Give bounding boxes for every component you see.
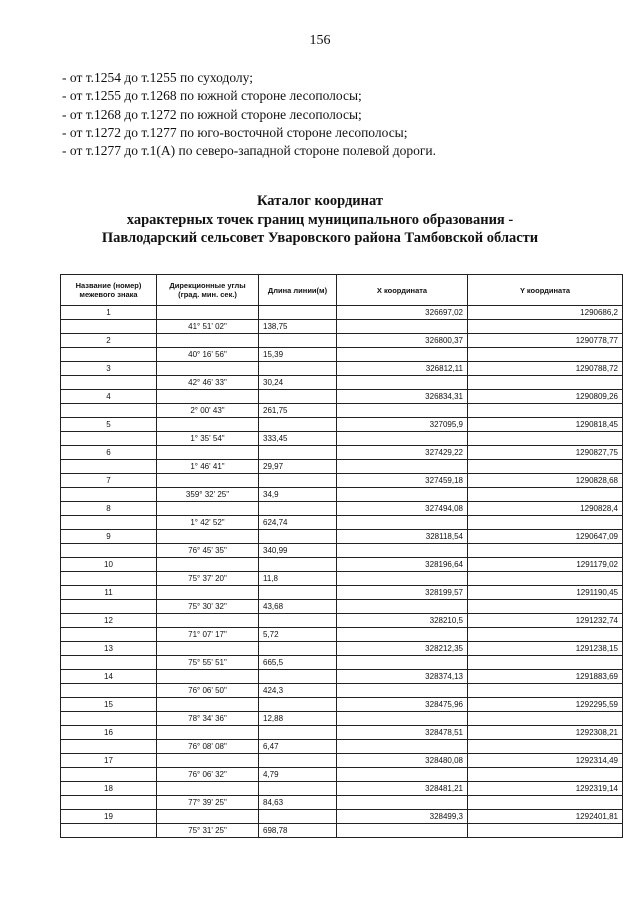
direction-angle-cell: 41° 51' 02"	[157, 320, 259, 334]
point-row	[61, 390, 623, 404]
line-length-cell: 11,8	[259, 572, 337, 586]
direction-angle-cell: 78° 34' 36"	[157, 712, 259, 726]
empty-cell	[61, 404, 157, 418]
direction-angle-cell: 76° 45' 35"	[157, 544, 259, 558]
direction-angle-cell: 2° 00' 43"	[157, 404, 259, 418]
x-coordinate-cell: 327494,08	[337, 502, 468, 516]
segment-row	[61, 376, 623, 390]
point-row	[61, 474, 623, 488]
direction-angle-cell: 76° 06' 32"	[157, 768, 259, 782]
point-name-cell: 12	[61, 614, 157, 628]
point-row	[61, 698, 623, 712]
empty-cell	[468, 460, 623, 474]
line-length-cell: 4,79	[259, 768, 337, 782]
empty-cell	[61, 376, 157, 390]
point-name-cell: 4	[61, 390, 157, 404]
empty-cell	[337, 516, 468, 530]
line-length-cell: 29,97	[259, 460, 337, 474]
empty-cell	[337, 488, 468, 502]
y-coordinate-cell: 1291179,02	[468, 558, 623, 572]
line-length-cell: 6,47	[259, 740, 337, 754]
empty-cell	[61, 488, 157, 502]
x-coordinate-cell: 328475,96	[337, 698, 468, 712]
direction-angle-cell: 75° 31' 25"	[157, 824, 259, 838]
y-coordinate-cell: 1290828,4	[468, 502, 623, 516]
empty-cell	[61, 684, 157, 698]
route-description-list	[62, 69, 622, 160]
segment-row	[61, 572, 623, 586]
y-coordinate-cell: 1290647,09	[468, 530, 623, 544]
empty-cell	[259, 418, 337, 432]
segment-row	[61, 488, 623, 502]
header-point: Название (номер) межевого знака	[61, 275, 157, 306]
empty-cell	[157, 502, 259, 516]
x-coordinate-cell: 327429,22	[337, 446, 468, 460]
point-name-cell: 14	[61, 670, 157, 684]
header-length: Длина линии(м)	[259, 275, 337, 306]
x-coordinate-cell: 327095,9	[337, 418, 468, 432]
point-row	[61, 418, 623, 432]
empty-cell	[337, 600, 468, 614]
segment-row	[61, 824, 623, 838]
line-length-cell: 665,5	[259, 656, 337, 670]
line-length-cell: 15,39	[259, 348, 337, 362]
x-coordinate-cell: 328199,57	[337, 586, 468, 600]
empty-cell	[259, 642, 337, 656]
header-angle: Дирекционные углы (град. мин. сек.)	[157, 275, 259, 306]
direction-angle-cell: 359° 32' 25"	[157, 488, 259, 502]
empty-cell	[259, 586, 337, 600]
empty-cell	[157, 474, 259, 488]
empty-cell	[157, 390, 259, 404]
point-name-cell: 7	[61, 474, 157, 488]
segment-row	[61, 600, 623, 614]
y-coordinate-cell: 1292295,59	[468, 698, 623, 712]
direction-angle-cell: 1° 46' 41"	[157, 460, 259, 474]
y-coordinate-cell: 1292319,14	[468, 782, 623, 796]
x-coordinate-cell: 328196,64	[337, 558, 468, 572]
empty-cell	[337, 348, 468, 362]
empty-cell	[337, 824, 468, 838]
y-coordinate-cell: 1290809,26	[468, 390, 623, 404]
empty-cell	[157, 726, 259, 740]
x-coordinate-cell: 326800,37	[337, 334, 468, 348]
empty-cell	[61, 432, 157, 446]
x-coordinate-cell: 326834,31	[337, 390, 468, 404]
point-name-cell: 13	[61, 642, 157, 656]
segment-row	[61, 516, 623, 530]
direction-angle-cell: 1° 42' 52"	[157, 516, 259, 530]
segment-row	[61, 712, 623, 726]
direction-angle-cell: 40° 16' 56"	[157, 348, 259, 362]
segment-row	[61, 348, 623, 362]
empty-cell	[468, 656, 623, 670]
empty-cell	[468, 404, 623, 418]
empty-cell	[468, 628, 623, 642]
catalog-title-line: характерных точек границ муниципального образования -	[126, 211, 514, 228]
empty-cell	[337, 544, 468, 558]
x-coordinate-cell: 326812,11	[337, 362, 468, 376]
page-number: 156	[309, 33, 331, 48]
segment-row	[61, 656, 623, 670]
point-name-cell: 11	[61, 586, 157, 600]
empty-cell	[337, 656, 468, 670]
catalog-title-line: Павлодарский сельсовет Уваровского района Тамбовской области	[101, 230, 539, 246]
empty-cell	[468, 376, 623, 390]
empty-cell	[337, 712, 468, 726]
empty-cell	[259, 306, 337, 320]
line-length-cell: 261,75	[259, 404, 337, 418]
line-length-cell: 333,45	[259, 432, 337, 446]
point-name-cell: 10	[61, 558, 157, 572]
empty-cell	[61, 740, 157, 754]
empty-cell	[61, 516, 157, 530]
empty-cell	[259, 698, 337, 712]
empty-cell	[61, 348, 157, 362]
line-length-cell: 43,68	[259, 600, 337, 614]
empty-cell	[337, 376, 468, 390]
empty-cell	[157, 698, 259, 712]
segment-row	[61, 432, 623, 446]
empty-cell	[157, 670, 259, 684]
point-name-cell: 3	[61, 362, 157, 376]
point-row	[61, 446, 623, 460]
line-length-cell: 138,75	[259, 320, 337, 334]
x-coordinate-cell: 328499,3	[337, 810, 468, 824]
y-coordinate-cell: 1290827,75	[468, 446, 623, 460]
direction-angle-cell: 42° 46' 33"	[157, 376, 259, 390]
point-name-cell: 19	[61, 810, 157, 824]
empty-cell	[61, 544, 157, 558]
line-length-cell: 30,24	[259, 376, 337, 390]
empty-cell	[468, 796, 623, 810]
line-length-cell: 12,88	[259, 712, 337, 726]
line-length-cell: 34,9	[259, 488, 337, 502]
empty-cell	[61, 712, 157, 726]
segment-row	[61, 796, 623, 810]
coordinates-table	[60, 274, 623, 838]
line-length-cell: 698,78	[259, 824, 337, 838]
header-y: Y координата	[468, 275, 623, 306]
empty-cell	[61, 824, 157, 838]
y-coordinate-cell: 1290686,2	[468, 306, 623, 320]
point-row	[61, 614, 623, 628]
empty-cell	[157, 446, 259, 460]
point-name-cell: 18	[61, 782, 157, 796]
x-coordinate-cell: 328212,35	[337, 642, 468, 656]
empty-cell	[157, 530, 259, 544]
line-length-cell: 340,99	[259, 544, 337, 558]
empty-cell	[337, 404, 468, 418]
point-name-cell: 2	[61, 334, 157, 348]
empty-cell	[259, 670, 337, 684]
empty-cell	[468, 684, 623, 698]
empty-cell	[337, 768, 468, 782]
empty-cell	[61, 796, 157, 810]
segment-row	[61, 768, 623, 782]
point-row	[61, 334, 623, 348]
empty-cell	[468, 488, 623, 502]
y-coordinate-cell: 1291190,45	[468, 586, 623, 600]
route-line: - от т.1272 до т.1277 по юго-восточной стороне лесополосы;	[62, 124, 408, 140]
empty-cell	[468, 348, 623, 362]
empty-cell	[337, 432, 468, 446]
empty-cell	[468, 432, 623, 446]
point-row	[61, 558, 623, 572]
empty-cell	[468, 320, 623, 334]
route-line: - от т.1277 до т.1(А) по северо-западной стороне полевой дороги.	[62, 143, 437, 159]
empty-cell	[468, 572, 623, 586]
direction-angle-cell: 76° 08' 08"	[157, 740, 259, 754]
empty-cell	[337, 572, 468, 586]
point-row	[61, 810, 623, 824]
line-length-cell: 84,63	[259, 796, 337, 810]
segment-row	[61, 320, 623, 334]
direction-angle-cell: 1° 35' 54"	[157, 432, 259, 446]
y-coordinate-cell: 1290828,68	[468, 474, 623, 488]
empty-cell	[157, 782, 259, 796]
point-row	[61, 754, 623, 768]
point-name-cell: 15	[61, 698, 157, 712]
empty-cell	[337, 460, 468, 474]
segment-row	[61, 460, 623, 474]
empty-cell	[259, 530, 337, 544]
empty-cell	[157, 306, 259, 320]
route-line: - от т.1254 до т.1255 по суходолу;	[62, 70, 253, 85]
line-length-cell: 424,3	[259, 684, 337, 698]
y-coordinate-cell: 1290788,72	[468, 362, 623, 376]
segment-row	[61, 544, 623, 558]
empty-cell	[157, 642, 259, 656]
x-coordinate-cell: 328374,13	[337, 670, 468, 684]
empty-cell	[468, 740, 623, 754]
y-coordinate-cell: 1290778,77	[468, 334, 623, 348]
x-coordinate-cell: 327459,18	[337, 474, 468, 488]
empty-cell	[337, 684, 468, 698]
empty-cell	[337, 796, 468, 810]
empty-cell	[157, 334, 259, 348]
point-row	[61, 362, 623, 376]
point-row	[61, 306, 623, 320]
x-coordinate-cell: 326697,02	[337, 306, 468, 320]
point-name-cell: 16	[61, 726, 157, 740]
direction-angle-cell: 76° 06' 50"	[157, 684, 259, 698]
point-row	[61, 530, 623, 544]
route-line: - от т.1268 до т.1272 по южной стороне лесополосы;	[62, 106, 362, 122]
point-name-cell: 17	[61, 754, 157, 768]
point-name-cell: 6	[61, 446, 157, 460]
point-row	[61, 586, 623, 600]
y-coordinate-cell: 1291238,15	[468, 642, 623, 656]
x-coordinate-cell: 328210,5	[337, 614, 468, 628]
empty-cell	[157, 362, 259, 376]
empty-cell	[157, 614, 259, 628]
empty-cell	[61, 768, 157, 782]
y-coordinate-cell: 1292314,49	[468, 754, 623, 768]
point-row	[61, 782, 623, 796]
point-row	[61, 726, 623, 740]
empty-cell	[259, 474, 337, 488]
empty-cell	[259, 754, 337, 768]
direction-angle-cell: 77° 39' 25"	[157, 796, 259, 810]
empty-cell	[61, 572, 157, 586]
y-coordinate-cell: 1292308,21	[468, 726, 623, 740]
empty-cell	[337, 740, 468, 754]
empty-cell	[468, 600, 623, 614]
segment-row	[61, 404, 623, 418]
empty-cell	[259, 446, 337, 460]
empty-cell	[61, 628, 157, 642]
point-name-cell: 5	[61, 418, 157, 432]
x-coordinate-cell: 328481,21	[337, 782, 468, 796]
empty-cell	[259, 558, 337, 572]
empty-cell	[61, 600, 157, 614]
empty-cell	[259, 390, 337, 404]
empty-cell	[468, 768, 623, 782]
empty-cell	[259, 362, 337, 376]
empty-cell	[259, 502, 337, 516]
y-coordinate-cell: 1291232,74	[468, 614, 623, 628]
empty-cell	[259, 810, 337, 824]
empty-cell	[468, 712, 623, 726]
empty-cell	[157, 418, 259, 432]
catalog-title	[0, 192, 640, 248]
empty-cell	[468, 516, 623, 530]
y-coordinate-cell: 1290818,45	[468, 418, 623, 432]
catalog-title-line: Каталог координат	[256, 193, 384, 209]
line-length-cell: 624,74	[259, 516, 337, 530]
empty-cell	[337, 628, 468, 642]
direction-angle-cell: 75° 37' 20"	[157, 572, 259, 586]
direction-angle-cell: 75° 55' 51"	[157, 656, 259, 670]
point-row	[61, 642, 623, 656]
line-length-cell: 5,72	[259, 628, 337, 642]
empty-cell	[157, 810, 259, 824]
route-line: - от т.1255 до т.1268 по южной стороне лесополосы;	[62, 88, 362, 104]
segment-row	[61, 684, 623, 698]
empty-cell	[157, 754, 259, 768]
empty-cell	[61, 460, 157, 474]
point-name-cell: 9	[61, 530, 157, 544]
segment-row	[61, 628, 623, 642]
point-row	[61, 670, 623, 684]
direction-angle-cell: 75° 30' 32"	[157, 600, 259, 614]
empty-cell	[61, 320, 157, 334]
empty-cell	[157, 558, 259, 572]
header-x: X координата	[337, 275, 468, 306]
x-coordinate-cell: 328478,51	[337, 726, 468, 740]
empty-cell	[259, 782, 337, 796]
table-header-row	[61, 275, 623, 306]
empty-cell	[468, 824, 623, 838]
empty-cell	[259, 334, 337, 348]
coordinates-table-body	[61, 306, 623, 838]
empty-cell	[337, 320, 468, 334]
empty-cell	[468, 544, 623, 558]
empty-cell	[61, 656, 157, 670]
empty-cell	[157, 586, 259, 600]
point-row	[61, 502, 623, 516]
point-name-cell: 1	[61, 306, 157, 320]
empty-cell	[259, 726, 337, 740]
y-coordinate-cell: 1292401,81	[468, 810, 623, 824]
segment-row	[61, 740, 623, 754]
x-coordinate-cell: 328118,54	[337, 530, 468, 544]
x-coordinate-cell: 328480,08	[337, 754, 468, 768]
point-name-cell: 8	[61, 502, 157, 516]
direction-angle-cell: 71° 07' 17"	[157, 628, 259, 642]
y-coordinate-cell: 1291883,69	[468, 670, 623, 684]
empty-cell	[259, 614, 337, 628]
